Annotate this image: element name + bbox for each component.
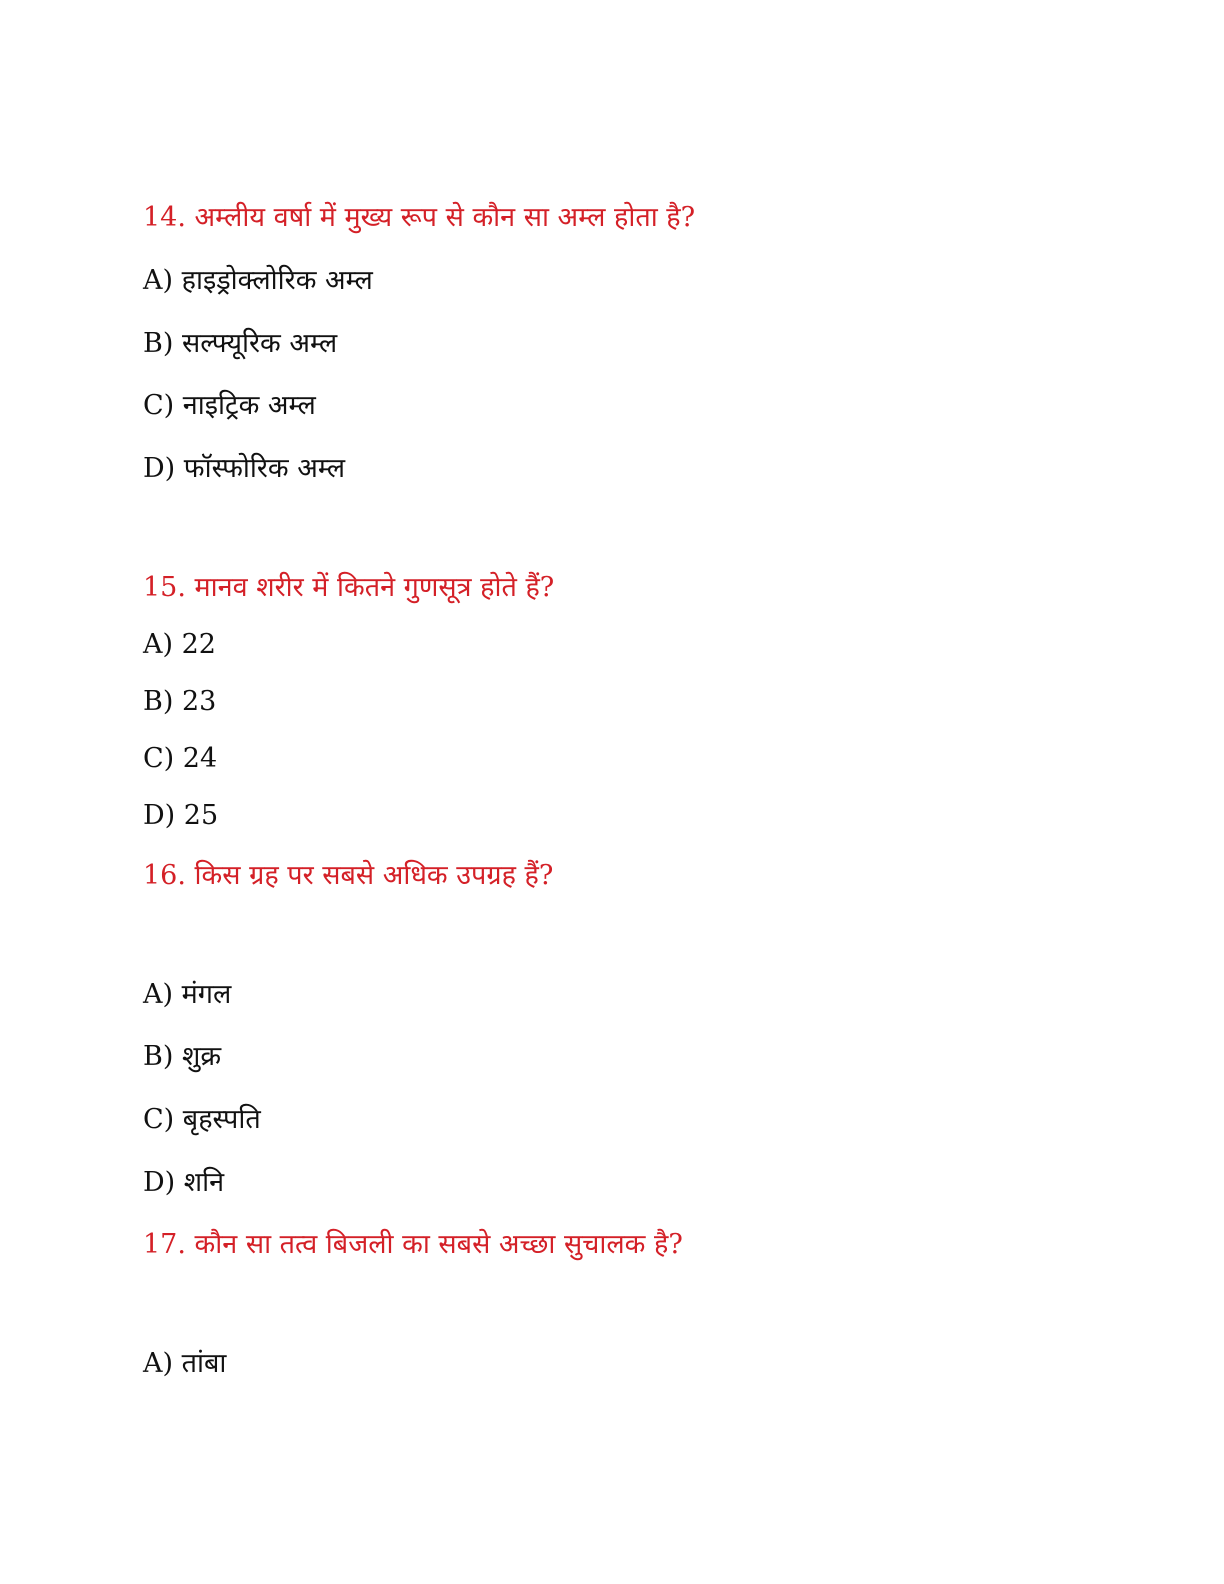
question-16-option-c: C) बृहस्पति [143, 1104, 261, 1135]
question-16-option-d: D) शनि [143, 1167, 225, 1198]
question-15-option-b: B) 23 [143, 686, 217, 717]
question-15-option-c: C) 24 [143, 743, 218, 774]
question-15-option-a: A) 22 [143, 629, 216, 660]
question-17-option-a: A) तांबा [143, 1348, 227, 1379]
question-16-option-a: A) मंगल [143, 979, 232, 1010]
question-16-option-b: B) शुक्र [143, 1041, 222, 1072]
question-16: 16. किस ग्रह पर सबसे अधिक उपग्रह हैं? [143, 860, 554, 891]
question-14-option-c: C) नाइट्रिक अम्ल [143, 390, 316, 421]
question-14: 14. अम्लीय वर्षा में मुख्य रूप से कौन सा अम्ल होता है? [143, 202, 696, 233]
question-15-option-d: D) 25 [143, 800, 219, 831]
question-17: 17. कौन सा तत्व बिजली का सबसे अच्छा सुचालक है? [143, 1229, 683, 1260]
question-14-option-b: B) सल्फ्यूरिक अम्ल [143, 328, 338, 359]
question-14-option-a: A) हाइड्रोक्लोरिक अम्ल [143, 265, 373, 296]
question-15: 15. मानव शरीर में कितने गुणसूत्र होते हैं? [143, 572, 555, 603]
question-14-option-d: D) फॉस्फोरिक अम्ल [143, 453, 346, 484]
